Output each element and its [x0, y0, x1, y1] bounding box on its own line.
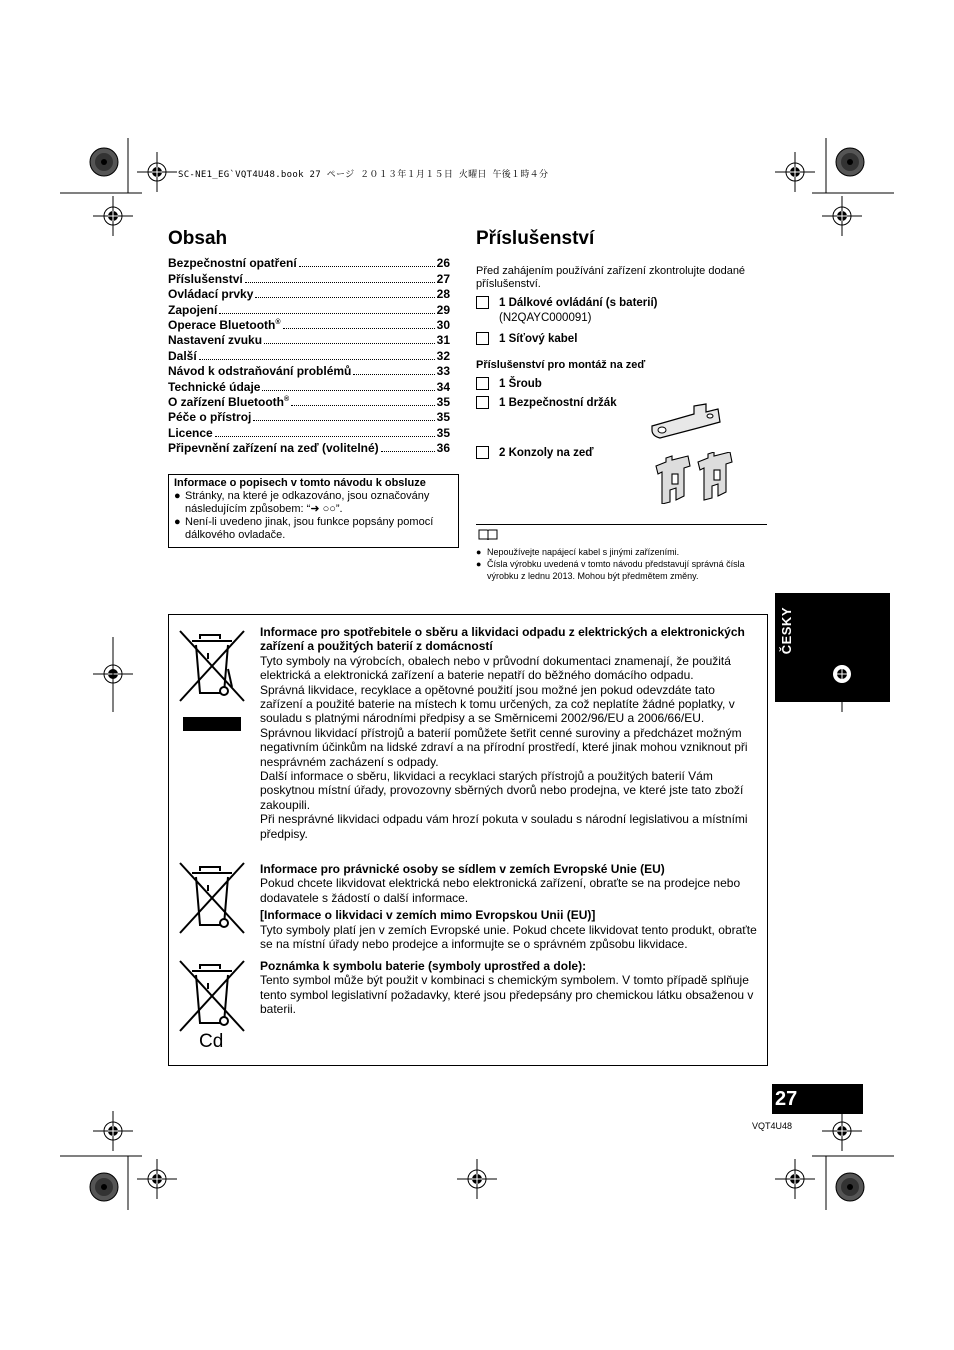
disposal-paragraph: Správnou likvidací přístrojů a baterií pomůžete šetřit cenné suroviny a předcházet možným negativním účinkům na lidské zdraví a na přírodní prostředí, které jinak mohou vzniknout při nesprávném zacházení s odpady. [260, 725, 748, 769]
toc-entry-title: Technické údaje [168, 379, 261, 394]
toc-entry-title: Péče o přístroj [168, 410, 252, 425]
toc-entry[interactable] [168, 395, 450, 410]
language-tab [775, 593, 890, 702]
toc-entry[interactable] [168, 410, 450, 425]
info-box-bullet: Stránky, na které je odkazováno, jsou označovány následujícím způsobem: “➜ ○○”. [185, 490, 430, 515]
checkbox-icon[interactable] [476, 377, 489, 390]
accessory-label: 1 Síťový kabel [499, 332, 578, 345]
accessory-label: 1 Šroub [499, 377, 542, 390]
accessory-item[interactable] [476, 296, 658, 309]
checkbox-icon[interactable] [476, 446, 489, 459]
disposal-paragraph: Další informace o sběru, likvidaci a recyklaci starých přístrojů a použitých baterií Vám poskytnou místní úřady, provozovny sběrných dvorů nebo prodejna, ve které jste tato zboží zakoupili. [260, 769, 744, 812]
toc-entry[interactable] [168, 441, 450, 456]
disposal-section-consumers [260, 625, 760, 841]
toc-entry-title: Operace Bluetooth [168, 317, 276, 332]
toc-entry-title: Příslušenství [168, 271, 243, 286]
disposal-section-business [260, 862, 760, 951]
note-text: Nepoužívejte napájecí kabel s jinými zařízeními. [487, 547, 680, 557]
page-number: 27 [772, 1084, 863, 1114]
notes-divider [476, 524, 767, 525]
crossed-bin-icon [178, 629, 246, 705]
wall-brackets-illustration [650, 452, 740, 504]
accessory-item[interactable] [476, 377, 542, 390]
disposal-info-box [168, 614, 768, 1066]
toc-entry-page: 30 [436, 317, 450, 332]
disposal-paragraph: Tyto symboly na výrobcích, obalech nebo v průvodní dokumentaci znamenají, že použitá elektrická a elektronická zařízení a baterie nepatří do běžného domácího odpadu. [260, 653, 731, 683]
disposal-section-title: Poznámka k symbolu baterie (symboly uprostřed a dole): [260, 959, 587, 973]
toc-entry-page: 27 [436, 271, 450, 286]
toc-entry[interactable] [168, 348, 450, 363]
disposal-section-title: Informace pro právnické osoby se sídlem v zemích Evropské Unie (EU) [260, 862, 665, 876]
accessory-label: 1 Bezpečnostní držák [499, 396, 617, 409]
toc-entry-title: O zařízení Bluetooth [168, 394, 285, 409]
accessories-heading: Příslušenství [476, 228, 595, 249]
wall-accessories-heading: Příslušenství pro montáž na zeď [476, 359, 646, 371]
toc-entry[interactable] [168, 333, 450, 348]
chemical-symbol: Cd [199, 1031, 224, 1052]
toc-entry-page: 26 [436, 256, 450, 271]
toc-entry-page: 31 [436, 333, 450, 348]
toc-entry-page: 32 [436, 348, 450, 363]
toc-entry[interactable] [168, 287, 450, 302]
registered-mark: ® [275, 318, 281, 326]
toc-entry-page: 29 [436, 302, 450, 317]
toc-entry-page: 28 [436, 287, 450, 302]
checkbox-icon[interactable] [476, 332, 489, 345]
accessories-intro: Před zahájením používání zařízení zkontrolujte dodané příslušenství. [476, 265, 746, 290]
table-of-contents [168, 256, 450, 456]
document-code: VQT4U48 [752, 1121, 793, 1131]
toc-entry-title: Návod k odstraňování problémů [168, 364, 352, 379]
toc-entry-title: Licence [168, 425, 213, 440]
accessory-item[interactable] [476, 396, 617, 409]
toc-entry-page: 34 [436, 379, 450, 394]
accessory-item[interactable] [476, 446, 594, 459]
disposal-section-title: Informace pro spotřebitele o sběru a likvidaci odpadu z elektrických a elektronických zařízení a použitých baterií z domácností [260, 625, 745, 654]
toc-entry[interactable] [168, 302, 450, 317]
checkbox-icon[interactable] [476, 296, 489, 309]
disposal-section-battery [260, 959, 760, 1017]
info-box-title: Informace o popisech v tomto návodu k obsluze [174, 477, 426, 489]
disposal-paragraph: Pokud chcete likvidovat elektrická nebo elektronická zařízení, obraťte se na prodejce nebo dodavatele s žádostí o další informace. [260, 876, 741, 905]
list-item [174, 516, 453, 542]
toc-entry[interactable] [168, 379, 450, 394]
accessory-label: 1 Dálkové ovládání (s baterií) [499, 296, 658, 309]
note-text: Čísla výrobku uvedená v tomto návodu představují správná čísla výrobku z lednu 2013. Mohou být předmětem změny. [487, 559, 745, 581]
notes [476, 546, 768, 582]
accessory-item[interactable] [476, 332, 577, 345]
toc-entry-title: Zapojení [168, 302, 218, 317]
info-box [168, 474, 459, 548]
bullet-icon: ● [476, 547, 482, 557]
toc-entry[interactable] [168, 256, 450, 271]
bullet-icon: ● [476, 559, 482, 569]
bullet-icon: ● [174, 516, 181, 528]
toc-entry-page: 36 [436, 441, 450, 456]
bullet-icon: ● [174, 490, 181, 502]
toc-entry[interactable] [168, 318, 450, 333]
safety-holder-illustration [650, 402, 722, 440]
list-item [174, 490, 453, 516]
toc-entry-title: Bezpečnostní opatření [168, 256, 297, 271]
registered-mark: ® [284, 395, 290, 403]
toc-entry-title: Další [168, 348, 197, 363]
disposal-paragraph: Při nesprávné likvidaci odpadu vám hrozí pokuta v souladu s národní legislativou a místními předpisy. [260, 812, 748, 841]
crossed-bin-icon [178, 959, 246, 1035]
toc-entry-title: Ovládací prvky [168, 287, 254, 302]
toc-entry-page: 35 [436, 394, 450, 409]
info-box-bullet: Není-li uvedeno jinak, jsou funkce popsány pomocí dálkového ovladače. [185, 516, 434, 541]
toc-entry[interactable] [168, 425, 450, 440]
toc-heading: Obsah [168, 228, 228, 249]
crossed-bin-icon [178, 861, 246, 937]
disposal-paragraph: Správná likvidace, recyklace a opětovné použití jsou možné jen pokud odevzdáte tato zařízení a použité baterie na místech k tomu určených, za což neplatíte žádné poplatky, v souladu s platnými národními předpisy a se Směrnicemi 2002/96/EU a 2006/66/EU. [260, 682, 735, 726]
toc-entry-title: Nastavení zvuku [168, 333, 263, 348]
print-header: SC-NE1_EG`VQT4U48.book 27 ページ ２０１３年１月１５日 火曜日 午後１時４分 [178, 170, 549, 180]
accessory-part-number: (N2QAYC000091) [499, 312, 592, 324]
toc-entry[interactable] [168, 271, 450, 286]
toc-entry-page: 35 [436, 425, 450, 440]
toc-entry-page: 33 [436, 364, 450, 379]
disposal-section-title: [Informace o likvidaci v zemích mimo Evropskou Unii (EU)] [260, 908, 596, 923]
disposal-paragraph: Tento symbol může být použit v kombinaci s chemickým symbolem. V tomto případě splňuje tento symbol legislativní požadavky, které jsou předepsány pro chemickou látku obsaženou v baterii. [260, 973, 754, 1017]
toc-entry-title: Připevnění zařízení na zeď (volitelné) [168, 441, 379, 456]
list-item [476, 558, 768, 582]
accessory-label: 2 Konzoly na zeď [499, 446, 594, 459]
book-note-icon [478, 529, 498, 541]
toc-entry[interactable] [168, 364, 450, 379]
disposal-paragraph: Tyto symboly platí jen v zemích Evropské unie. Pokud chcete likvidovat tento produkt, obraťte se na místní úřady nebo prodejce a informujte se o správném způsobu likvidace. [260, 922, 757, 952]
checkbox-icon[interactable] [476, 396, 489, 409]
list-item [476, 546, 768, 558]
language-tab-label: ČESKY [779, 607, 794, 655]
black-bar-icon [183, 717, 241, 731]
toc-entry-page: 35 [436, 410, 450, 425]
